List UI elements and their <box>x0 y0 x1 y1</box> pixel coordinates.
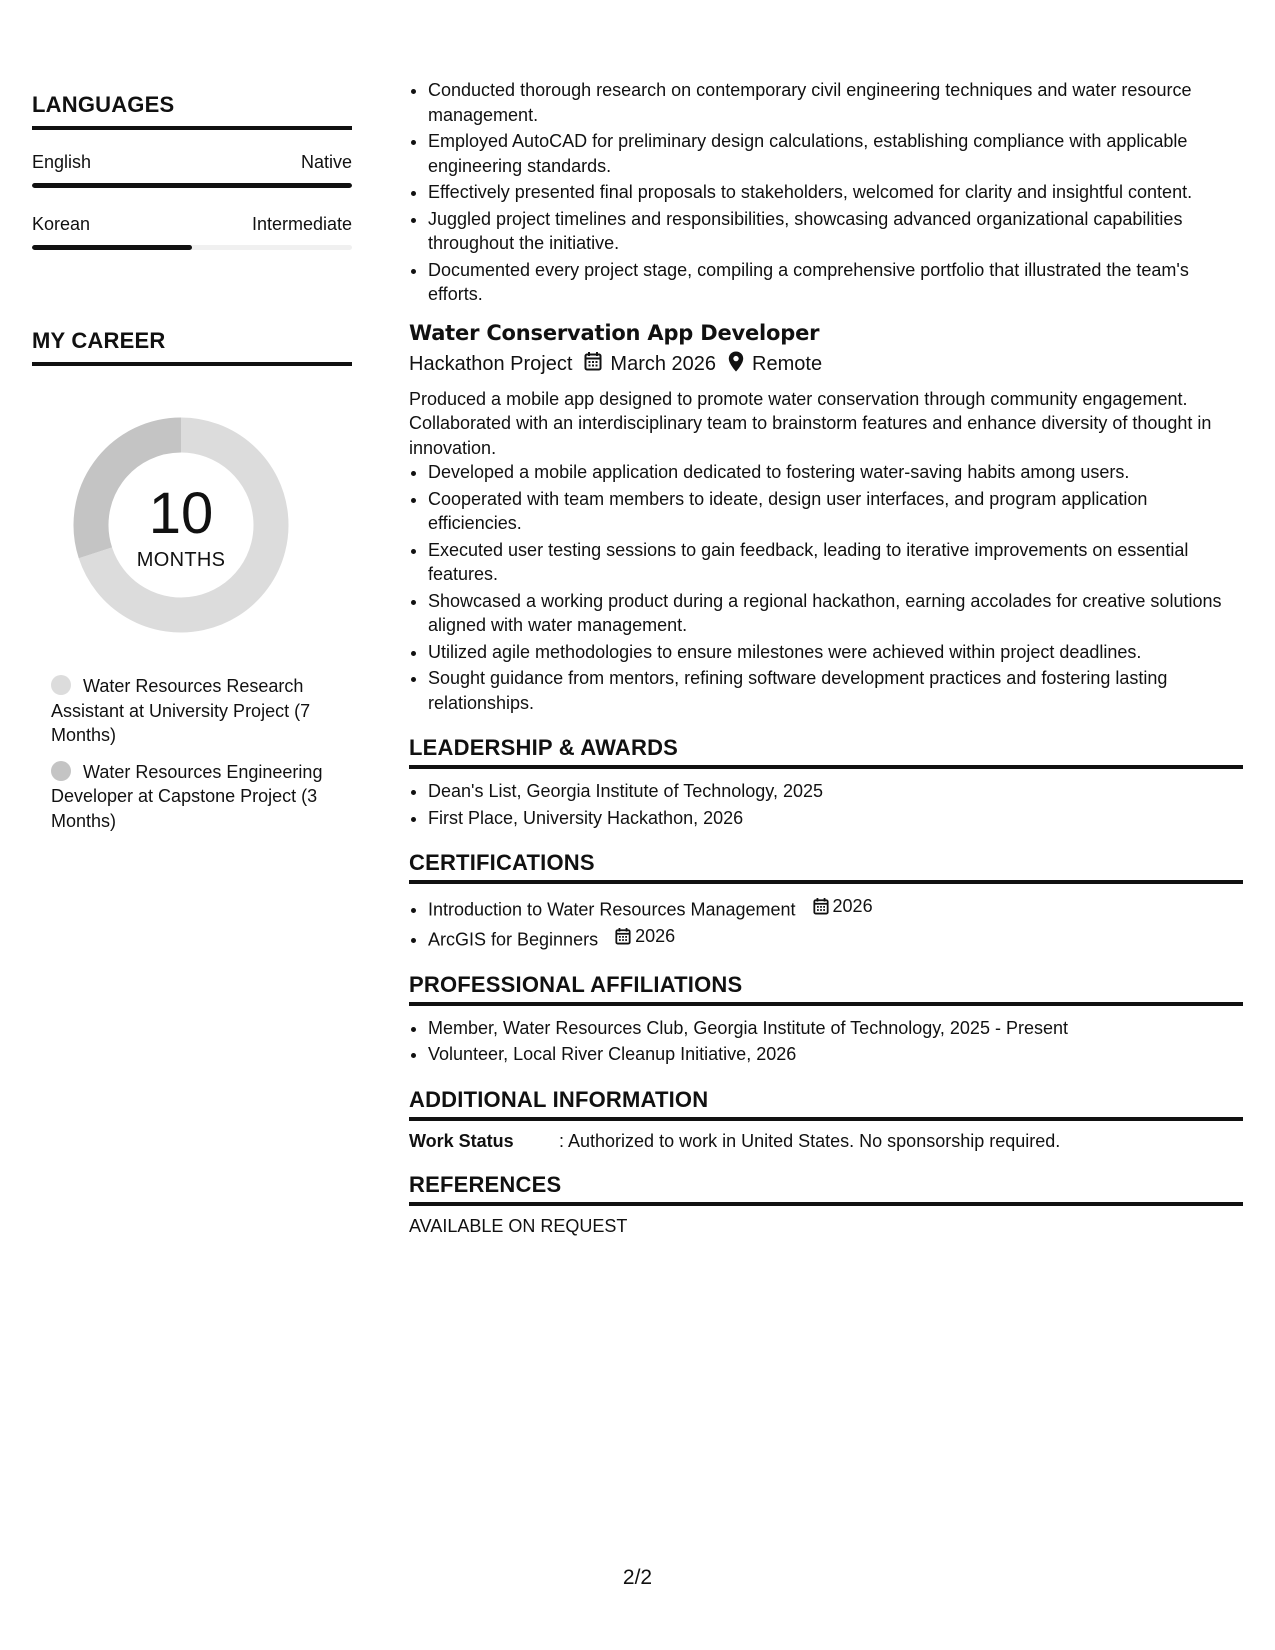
donut-center <box>66 410 296 640</box>
work-status-value: : Authorized to work in United States. No sponsorship required. <box>559 1130 1061 1151</box>
main-content <box>409 78 1243 1237</box>
additional-info-heading: ADDITIONAL INFORMATION <box>409 1087 1243 1121</box>
language-proficiency-fill <box>32 245 192 250</box>
references-section <box>409 1172 1243 1237</box>
list-item: • Member, Water Resources Club, Georgia Institute of Technology, 2025 - Present <box>428 1016 1243 1041</box>
list-item: • Juggled project timelines and responsibilities, showcasing advanced organizational capabilities throughout the initiative. <box>428 207 1243 256</box>
references-heading: REFERENCES <box>409 1172 1243 1206</box>
language-name: Korean <box>32 214 91 234</box>
work-status-row <box>409 1131 1243 1152</box>
career-total-unit: MONTHS <box>136 548 226 571</box>
certification-year: 2026 <box>832 896 873 916</box>
language-proficiency-fill <box>32 183 352 188</box>
list-item: • Effectively presented final proposals to stakeholders, welcomed for clarity and insightful content. <box>428 180 1243 205</box>
certification-item <box>428 924 1243 952</box>
job-date: March 2026 <box>610 352 717 375</box>
certification-name: ArcGIS for Beginners <box>428 929 599 949</box>
job-title: Water Conservation App Developer <box>409 320 820 345</box>
certifications-section <box>409 850 1243 952</box>
list-item: • Sought guidance from mentors, refining software development practices and fostering lasting relationships. <box>428 666 1243 715</box>
leadership-heading: LEADERSHIP & AWARDS <box>409 735 1243 769</box>
leadership-section <box>409 735 1243 830</box>
language-level: Native <box>300 152 352 172</box>
languages-heading: LANGUAGES <box>32 92 352 130</box>
calendar-icon <box>584 351 602 377</box>
page-number: 2/2 <box>622 1566 653 1589</box>
language-level: Intermediate <box>251 214 352 234</box>
list-item: • Developed a mobile application dedicated to fostering water-saving habits among users. <box>428 460 1243 485</box>
career-heading: MY CAREER <box>32 328 352 366</box>
certification-name: Introduction to Water Resources Management <box>428 899 796 920</box>
job-entry <box>409 321 1243 716</box>
list-item: • Employed AutoCAD for preliminary design calculations, establishing compliance with applicable engineering standards. <box>428 129 1243 178</box>
affiliations-section <box>409 972 1243 1067</box>
list-item: • Documented every project stage, compiling a comprehensive portfolio that illustrated the team's efforts. <box>428 258 1243 307</box>
list-item: • Showcased a working product during a regional hackathon, earning accolades for creative solutions aligned with water management. <box>428 589 1243 638</box>
list-item: • Volunteer, Local River Cleanup Initiative, 2026 <box>428 1042 1243 1067</box>
map-pin-icon <box>728 351 744 378</box>
calendar-icon <box>813 897 829 915</box>
sidebar <box>32 92 352 845</box>
list-item: • Dean's List, Georgia Institute of Technology, 2025 <box>428 779 1243 804</box>
career-donut-chart <box>66 410 296 640</box>
language-proficiency-bar <box>32 183 352 188</box>
certifications-heading: CERTIFICATIONS <box>409 850 1243 884</box>
list-item: • Executed user testing sessions to gain feedback, leading to iterative improvements on essential features. <box>428 538 1243 587</box>
list-item: • Conducted thorough research on contemporary civil engineering techniques and water resource management. <box>428 78 1243 127</box>
language-item-english <box>32 152 352 188</box>
affiliations-heading: PROFESSIONAL AFFILIATIONS <box>409 972 1243 1006</box>
calendar-icon <box>615 927 631 945</box>
job-location: Remote <box>752 352 823 375</box>
additional-info-section <box>409 1087 1243 1152</box>
legend-item <box>51 760 341 834</box>
list-item: • First Place, University Hackathon, 2026 <box>428 806 1243 831</box>
legend-label: Water Resources Research Assistant at University Project (7 Months) <box>51 676 311 745</box>
references-text: AVAILABLE ON REQUEST <box>409 1215 628 1236</box>
career-section <box>32 328 352 833</box>
career-legend <box>51 674 341 833</box>
language-item-korean <box>32 214 352 250</box>
previous-job-bullets <box>409 78 1243 307</box>
legend-item <box>51 674 341 748</box>
language-proficiency-bar <box>32 245 352 250</box>
job-bullets <box>409 460 1243 715</box>
list-item: • Cooperated with team members to ideate, design user interfaces, and program application efficiencies. <box>428 487 1243 536</box>
list-item: • Utilized agile methodologies to ensure milestones were achieved within project deadlines. <box>428 640 1243 665</box>
career-total-months: 10 <box>148 480 214 546</box>
legend-label: Water Resources Engineering Developer at Capstone Project (3 Months) <box>51 761 323 831</box>
language-name: English <box>32 152 92 172</box>
work-status-label: Work Status <box>409 1130 514 1151</box>
job-description: Produced a mobile app designed to promote water conservation through community engagement. Collaborated with an interdisciplinary team to brainstorm features and enhance diversity of thought in innovation. <box>409 388 1212 458</box>
job-organization: Hackathon Project <box>409 352 573 375</box>
legend-dot <box>51 675 71 695</box>
certification-year: 2026 <box>635 925 676 946</box>
job-meta <box>409 351 1243 378</box>
languages-section <box>32 92 352 250</box>
certification-item <box>428 894 1243 922</box>
legend-dot <box>51 761 71 781</box>
